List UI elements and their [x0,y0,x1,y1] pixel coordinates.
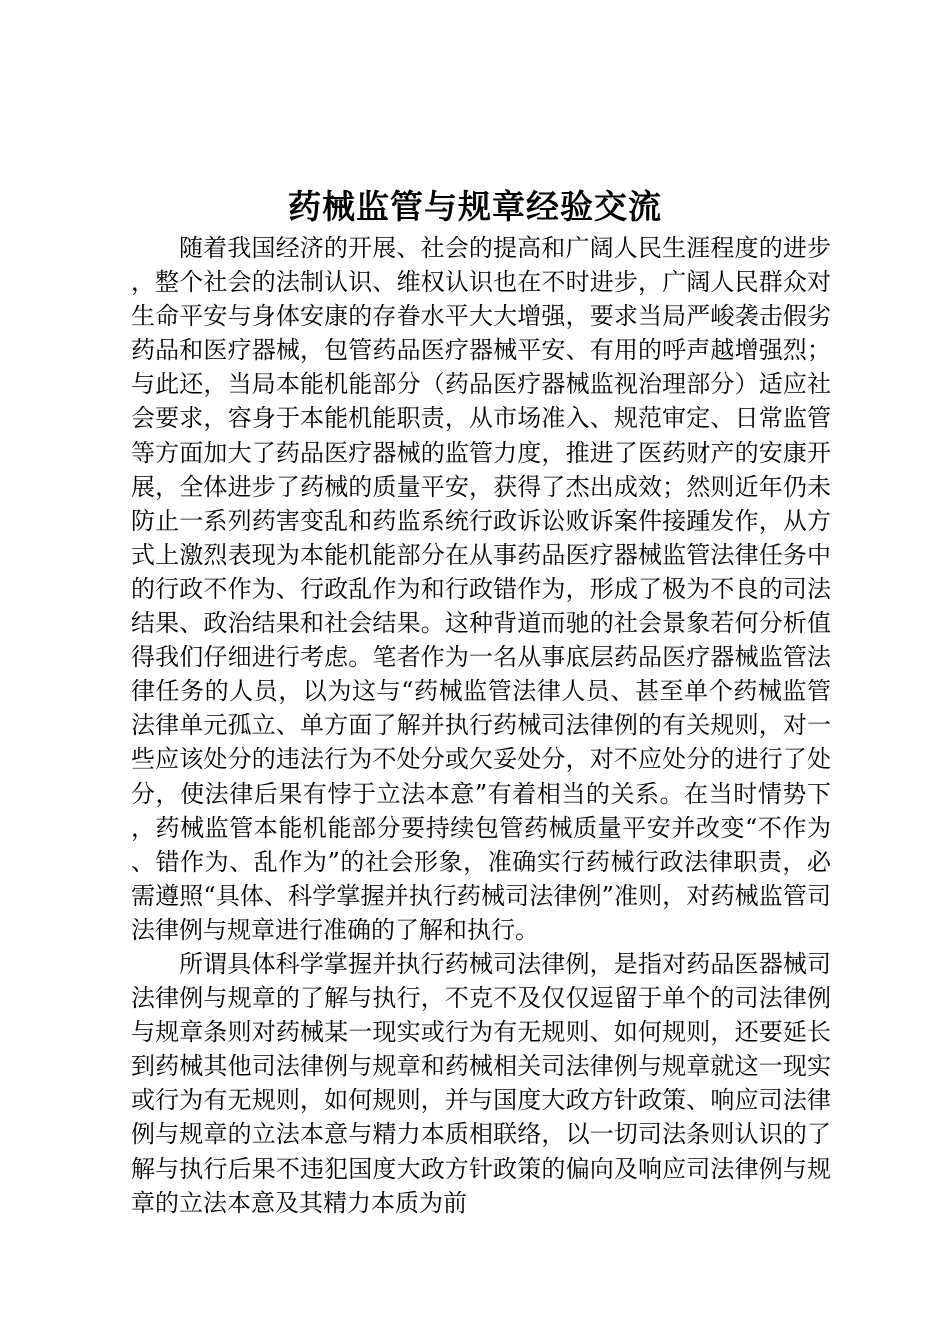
paragraph-2: 所谓具体科学掌握并执行药械司法律例，是指对药品医器械司法律例与规章的了解与执行，不克不及仅仅逗留于单个的司法律例与规章条则对药械某一现实或行为有无规则、如何规则，还要延长到药械其他司法律例与规章和药械相关司法律例与规章就这一现实或行为有无规则，如何规则，并与国度大政方针政策、响应司法律例与规章的立法本意与精力本质相联络，以一切司法条则认识的了解与执行后果不违犯国度大政方针政策的偏向及响应司法律例与规章的立法本意及其精力本质为前 [131,949,831,1217]
document-body [131,231,831,1220]
paragraph-1: 随着我国经济的开展、社会的提高和广阔人民生涯程度的进步，整个社会的法制认识、维权认识也在不时进步，广阔人民群众对生命平安与身体安康的存眷水平大大增强，要求当局严峻袭击假劣药品和医疗器械，包管药品医疗器械平安、有用的呼声越增强烈；与此还，当局本能机能部分（药品医疗器械监视治理部分）适应社会要求，容身于本能机能职责，从市场准入、规范审定、日常监管等方面加大了药品医疗器械的监管力度，推进了医药财产的安康开展，全体进步了药械的质量平安，获得了杰出成效；然则近年仍未防止一系列药害变乱和药监系统行政诉讼败诉案件接踵发作，从方式上激烈表现为本能机能部分在从事药品医疗器械监管法律任务中的行政不作为、行政乱作为和行政错作为，形成了极为不良的司法结果、政治结果和社会结果。这种背道而驰的社会景象若何分析值得我们仔细进行考虑。笔者作为一名从事底层药品医疗器械监管法律任务的人员，以为这与“药械监管法律人员、甚至单个药械监管法律单元孤立、单方面了解并执行药械司法律例的有关规则，对一些应该处分的违法行为不处分或欠妥处分，对不应处分的进行了处分，使法律后果有悖于立法本意”有着相当的关系。在当时情势下，药械监管本能机能部分要持续包管药械质量平安并改变“不作为、错作为、乱作为”的社会形象，准确实行药械行政法律职责，必需遵照“具体、科学掌握并执行药械司法律例”准则，对药械监管司法律例与规章进行准确的了解和执行。 [131,234,831,944]
document-title: 药械监管与规章经验交流 [288,187,662,226]
